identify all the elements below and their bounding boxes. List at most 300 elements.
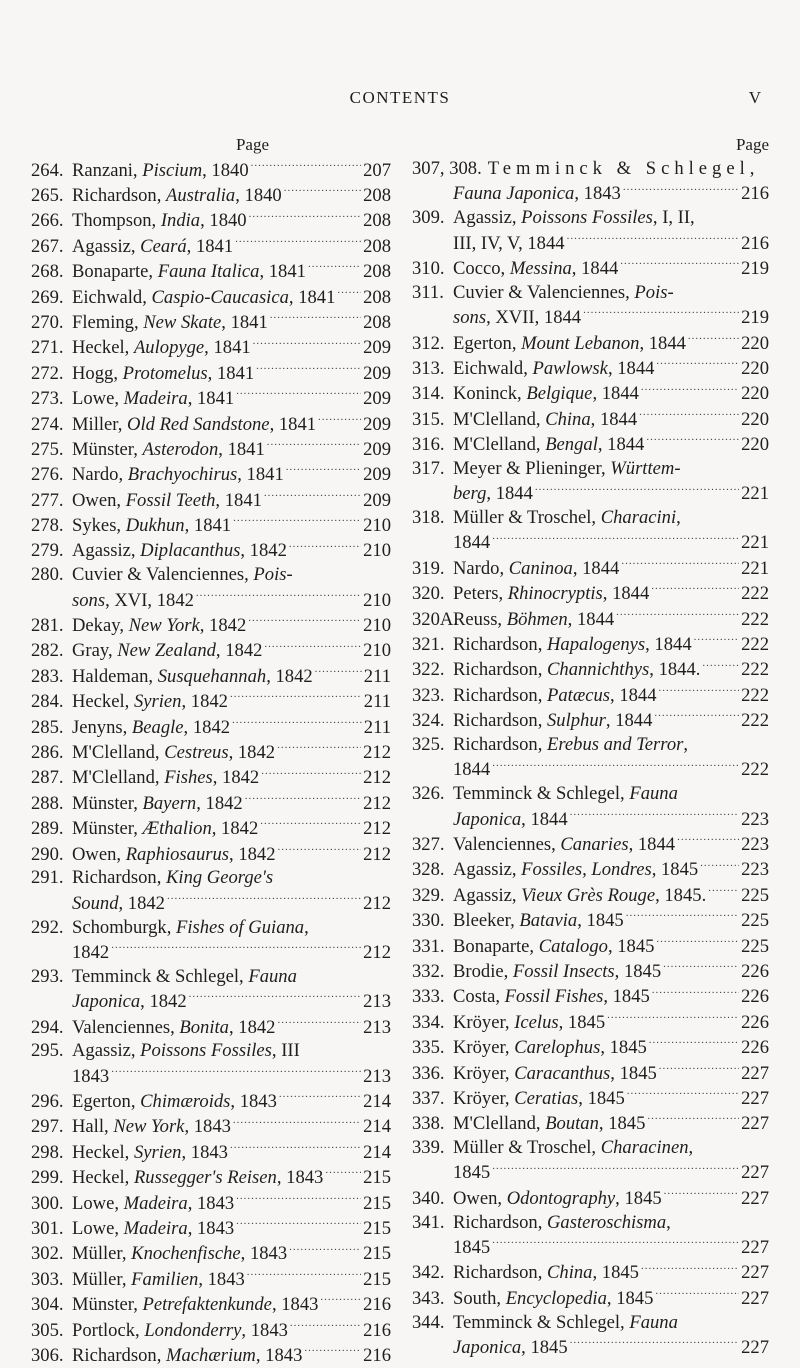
entry-page: 208 bbox=[363, 261, 391, 283]
toc-entry bbox=[412, 206, 769, 255]
entry-text bbox=[72, 1268, 245, 1292]
entry-author: Miller, bbox=[72, 413, 128, 435]
toc-entry bbox=[31, 689, 391, 714]
dot-leader bbox=[290, 1317, 361, 1336]
entry-work-title: Ceratias bbox=[514, 1087, 579, 1109]
entry-page: 226 bbox=[741, 1037, 769, 1059]
entry-year: , 1843 bbox=[187, 1218, 235, 1240]
entry-text bbox=[72, 665, 313, 689]
toc-entry bbox=[412, 1211, 769, 1260]
entry-year: , 1841 bbox=[186, 235, 234, 257]
entry-number: 319. bbox=[412, 557, 445, 579]
dot-leader bbox=[233, 1114, 361, 1133]
entry-year: 1843 bbox=[72, 1065, 110, 1087]
entry-work-title: Bengal bbox=[545, 434, 598, 456]
entry-work-title: Madeira bbox=[123, 1218, 188, 1240]
entry-text bbox=[72, 539, 287, 563]
entry-line bbox=[412, 406, 769, 431]
entry-year: , 1844 bbox=[590, 408, 638, 430]
toc-entry bbox=[31, 182, 391, 207]
entry-year: 1844 bbox=[453, 532, 491, 554]
entry-text-continued bbox=[453, 232, 565, 256]
entry-page: 226 bbox=[741, 960, 769, 982]
entry-author: Valenciennes, bbox=[453, 833, 561, 855]
dot-leader bbox=[607, 1009, 739, 1028]
entry-text bbox=[72, 792, 243, 816]
entry-line bbox=[31, 487, 391, 512]
entry-year: , XVI, 1842 bbox=[105, 589, 194, 611]
entry-year: , 1844 bbox=[521, 808, 568, 830]
dot-leader bbox=[286, 462, 361, 481]
entry-author: Thompson, bbox=[72, 210, 161, 232]
entry-number: 320A. bbox=[412, 608, 458, 630]
entry-line bbox=[31, 1292, 391, 1317]
entry-page: 216 bbox=[741, 232, 769, 254]
dot-leader bbox=[249, 208, 362, 227]
entry-year: , 1841 bbox=[207, 362, 255, 384]
dot-leader bbox=[264, 487, 361, 506]
entry-year: 1845 bbox=[453, 1237, 491, 1259]
entry-text bbox=[72, 1192, 234, 1216]
entry-work-title: Caracanthus bbox=[514, 1062, 611, 1084]
entry-year: , XVII, 1844 bbox=[486, 307, 582, 329]
entry-text bbox=[453, 1187, 662, 1211]
entry-work-title: Encyclopedia bbox=[505, 1287, 607, 1309]
entry-work-title: Bayern bbox=[142, 792, 197, 814]
entry-line bbox=[412, 631, 769, 656]
entry-year: , 1841 bbox=[221, 311, 268, 333]
entry-number: 277. bbox=[31, 489, 64, 511]
dot-leader bbox=[492, 757, 739, 776]
entry-page: 211 bbox=[363, 665, 391, 687]
entry-year: , 1844 bbox=[607, 357, 655, 379]
entry-work-title: Hapalogenys bbox=[547, 634, 646, 656]
dot-leader bbox=[278, 841, 362, 860]
entry-number: 286. bbox=[31, 741, 64, 763]
entry-work-title: Ceará bbox=[140, 235, 187, 257]
entry-year: , 1844 bbox=[605, 710, 653, 732]
entry-number: 337. bbox=[412, 1087, 445, 1109]
entry-year: , 1841 bbox=[269, 413, 317, 435]
entry-line bbox=[31, 663, 391, 688]
entry-work-title: Aulopyge bbox=[133, 337, 205, 359]
entry-page: 208 bbox=[363, 210, 391, 232]
entry-work-title: King George's bbox=[166, 867, 274, 889]
toc-entry bbox=[412, 984, 769, 1009]
entry-number: 280. bbox=[31, 564, 64, 586]
entry-work-title: Old Red Sandstone bbox=[127, 413, 270, 435]
entry-text bbox=[453, 1087, 625, 1111]
entry-text bbox=[453, 833, 675, 857]
toc-entry bbox=[31, 1114, 391, 1139]
entry-work-title: Pois- bbox=[634, 281, 674, 303]
dot-leader bbox=[260, 816, 361, 835]
entry-work-title: Boutan bbox=[545, 1113, 599, 1135]
entry-number: 327. bbox=[412, 833, 445, 855]
entry-year: , 1841 bbox=[187, 388, 235, 410]
entry-line-continued bbox=[412, 230, 769, 255]
entry-page: 226 bbox=[741, 1011, 769, 1033]
entry-line bbox=[412, 1085, 769, 1110]
entry-text bbox=[72, 413, 316, 437]
entry-year: , 1840 bbox=[200, 210, 247, 232]
entry-work-title: New York bbox=[128, 615, 200, 637]
entry-line bbox=[31, 714, 391, 739]
toc-entry bbox=[31, 487, 391, 512]
entry-work-suffix: , III bbox=[271, 1040, 300, 1062]
toc-entry bbox=[31, 739, 391, 764]
entry-page: 227 bbox=[741, 1287, 769, 1309]
dot-leader bbox=[492, 1160, 739, 1179]
entry-work-title: Böhmen bbox=[506, 608, 568, 630]
entry-author: Owen, bbox=[453, 1187, 507, 1209]
entry-work-title: Poissons Fossiles bbox=[140, 1040, 272, 1062]
dot-leader bbox=[570, 1334, 739, 1353]
toc-entry bbox=[31, 612, 391, 637]
entry-line bbox=[31, 790, 391, 815]
entry-line-continued bbox=[412, 757, 769, 782]
entry-year: , 1845 bbox=[615, 1187, 662, 1209]
entry-line bbox=[412, 1060, 769, 1085]
entry-text-continued bbox=[453, 808, 568, 832]
entry-line bbox=[412, 1009, 769, 1034]
toc-entry bbox=[31, 538, 391, 563]
entry-text bbox=[72, 209, 247, 233]
toc-entry bbox=[31, 436, 391, 461]
entry-page: 214 bbox=[363, 1141, 391, 1163]
entry-text bbox=[453, 884, 706, 908]
entry-year: , 1844 bbox=[592, 383, 639, 405]
entry-text bbox=[453, 733, 688, 757]
dot-leader bbox=[261, 765, 361, 784]
entry-line bbox=[412, 606, 769, 631]
entry-page: 216 bbox=[363, 1344, 391, 1366]
entry-line bbox=[412, 708, 769, 733]
entry-number: 270. bbox=[31, 311, 64, 333]
entry-author: Brodie, bbox=[453, 960, 513, 982]
entry-page: 227 bbox=[741, 1237, 769, 1259]
entry-page: 212 bbox=[363, 767, 391, 789]
column-page-label: Page bbox=[735, 135, 769, 154]
dot-leader bbox=[702, 657, 739, 676]
entry-page: 212 bbox=[363, 741, 391, 763]
entry-text bbox=[453, 1287, 653, 1311]
entry-work-title: Piscium bbox=[142, 159, 203, 181]
entry-work-title: Fauna bbox=[248, 965, 297, 987]
entry-line bbox=[31, 1014, 391, 1039]
entry-page: 215 bbox=[363, 1268, 391, 1290]
entry-work-title: Æthalion bbox=[142, 818, 212, 840]
entry-page: 214 bbox=[363, 1116, 391, 1138]
entry-page: 222 bbox=[741, 634, 769, 656]
entry-page: 227 bbox=[741, 1113, 769, 1135]
entry-author: Agassiz, bbox=[72, 540, 141, 562]
toc-entry bbox=[31, 208, 391, 233]
dot-leader bbox=[583, 305, 739, 324]
toc-entry bbox=[412, 882, 769, 907]
dot-leader bbox=[649, 1035, 739, 1054]
toc-entry bbox=[31, 790, 391, 815]
entry-work-title: Knochenfische bbox=[131, 1243, 241, 1265]
entry-page: 227 bbox=[741, 1262, 769, 1284]
entry-author: Richardson, bbox=[453, 634, 547, 656]
entry-line bbox=[31, 1342, 391, 1367]
entry-number: 298. bbox=[31, 1141, 64, 1163]
entry-text bbox=[72, 362, 254, 386]
toc-entry bbox=[412, 1085, 769, 1110]
entry-work-title: Beagle bbox=[131, 716, 184, 738]
entry-text bbox=[453, 658, 700, 682]
entry-author: Richardson, bbox=[453, 684, 547, 706]
entry-author: Kröyer, bbox=[453, 1062, 515, 1084]
entry-text-continued bbox=[72, 990, 187, 1014]
dot-leader bbox=[570, 806, 739, 825]
toc-entry bbox=[412, 1136, 769, 1185]
dot-leader bbox=[325, 1165, 361, 1184]
entry-work-title: Catalogo bbox=[538, 935, 608, 957]
toc-entry bbox=[412, 381, 769, 406]
entry-page: 222 bbox=[741, 583, 769, 605]
entry-author: Agassiz, bbox=[72, 235, 141, 257]
toc-entry bbox=[412, 606, 769, 631]
entry-year: , 1845 bbox=[577, 910, 624, 932]
entry-author: Heckel, bbox=[72, 1167, 134, 1189]
entry-line bbox=[412, 782, 769, 806]
entry-year: , 1843 bbox=[181, 1141, 228, 1163]
entry-year: , 1844 bbox=[602, 583, 650, 605]
toc-entry bbox=[412, 1311, 769, 1360]
entry-work-title: Petrefaktenkunde bbox=[142, 1294, 272, 1316]
toc-entry bbox=[31, 1014, 391, 1039]
entry-page: 215 bbox=[363, 1218, 391, 1240]
entry-number: 322. bbox=[412, 659, 445, 681]
entry-year: , 1842 bbox=[266, 665, 313, 687]
entry-page: 225 bbox=[741, 910, 769, 932]
entry-number: 307, 308. bbox=[412, 158, 482, 179]
entry-page: 209 bbox=[363, 489, 391, 511]
toc-entry bbox=[31, 1039, 391, 1088]
entry-work-title: Erebus and Terror bbox=[547, 734, 684, 756]
entry-author: Agassiz, bbox=[453, 207, 522, 229]
dot-leader bbox=[652, 984, 739, 1003]
dot-leader bbox=[289, 1241, 361, 1260]
toc-entry bbox=[412, 281, 769, 330]
entry-page: 227 bbox=[741, 1187, 769, 1209]
entry-work-title: Diplacanthus bbox=[140, 540, 241, 562]
dot-leader bbox=[567, 230, 740, 249]
entry-text bbox=[453, 935, 654, 959]
dot-leader bbox=[663, 958, 739, 977]
toc-entry bbox=[412, 355, 769, 380]
toc-entry bbox=[412, 782, 769, 831]
dot-leader bbox=[253, 335, 361, 354]
toc-entry bbox=[412, 908, 769, 933]
entry-author: Müller, bbox=[72, 1268, 132, 1290]
entry-line bbox=[412, 555, 769, 580]
entry-author: Gray, bbox=[72, 640, 118, 662]
toc-entry bbox=[412, 555, 769, 580]
entry-line bbox=[412, 882, 769, 907]
entry-line bbox=[412, 281, 769, 305]
entry-author: Temminck & Schlegel, bbox=[453, 1311, 630, 1333]
entry-year: , 1843 bbox=[276, 1167, 324, 1189]
entry-page: 220 bbox=[741, 434, 769, 456]
entry-author: Müller & Troschel, bbox=[453, 507, 601, 529]
dot-leader bbox=[308, 259, 361, 278]
entry-work-title: Caspio-Caucasica bbox=[151, 286, 289, 308]
entry-text bbox=[453, 1261, 639, 1285]
entry-year: , 1844 bbox=[571, 257, 619, 279]
dot-leader bbox=[235, 233, 361, 252]
entry-work-suffix: , bbox=[666, 1211, 671, 1233]
entry-year: , 1843 bbox=[198, 1268, 245, 1290]
dot-leader bbox=[646, 432, 739, 451]
entry-text bbox=[72, 741, 275, 765]
entry-author: Eichwald, bbox=[72, 286, 152, 308]
entry-work-title: Japonica bbox=[453, 1337, 522, 1359]
entry-page: 222 bbox=[741, 710, 769, 732]
entry-number: 328. bbox=[412, 859, 445, 881]
entry-number: 325. bbox=[412, 734, 445, 756]
entry-page: 223 bbox=[741, 808, 769, 830]
dot-leader bbox=[708, 882, 739, 901]
entry-number: 323. bbox=[412, 684, 445, 706]
entry-number: 342. bbox=[412, 1262, 445, 1284]
entry-work-suffix: , I, II, bbox=[652, 207, 695, 229]
toc-entry bbox=[412, 1260, 769, 1285]
entry-year: , 1841 bbox=[259, 261, 306, 283]
toc-entry bbox=[412, 958, 769, 983]
toc-entry bbox=[412, 1111, 769, 1136]
entry-text bbox=[453, 506, 681, 530]
entry-text-continued bbox=[453, 482, 533, 506]
entry-work-title: Susquehannah bbox=[157, 665, 267, 687]
entry-page: 210 bbox=[363, 589, 391, 611]
entry-number: 283. bbox=[31, 665, 64, 687]
entry-work-title: Syrien bbox=[133, 691, 182, 713]
entry-year: III, IV, V, 1844 bbox=[453, 232, 565, 254]
entry-number: 344. bbox=[412, 1311, 445, 1333]
entry-number: 289. bbox=[31, 818, 64, 840]
entry-author: Richardson, bbox=[453, 710, 547, 732]
entry-line bbox=[31, 436, 391, 461]
entry-author: Richardson, bbox=[72, 184, 166, 206]
entry-year: , 1845 bbox=[598, 1113, 646, 1135]
entry-year: , 1845 bbox=[606, 1287, 654, 1309]
entry-work-title: Fauna bbox=[629, 783, 678, 805]
entry-work-title: Bonita bbox=[179, 1016, 229, 1038]
entry-number: 316. bbox=[412, 434, 445, 456]
entry-text bbox=[72, 614, 246, 638]
entry-author: South, bbox=[453, 1287, 506, 1309]
entry-work-title: Gasteroschisma bbox=[547, 1211, 667, 1233]
entry-page: 216 bbox=[363, 1294, 391, 1316]
entry-page: 220 bbox=[741, 383, 769, 405]
page-title: CONTENTS bbox=[349, 88, 451, 107]
entry-author: Münster, bbox=[72, 1294, 143, 1316]
entry-page: 227 bbox=[741, 1337, 769, 1359]
entry-author: Agassiz, bbox=[453, 884, 522, 906]
entry-work-title: berg bbox=[453, 483, 487, 505]
toc-entry bbox=[412, 631, 769, 656]
entry-page: 209 bbox=[363, 413, 391, 435]
toc-entry bbox=[31, 157, 391, 182]
entry-year: , 1843 bbox=[184, 1116, 231, 1138]
entry-work-suffix: , bbox=[688, 1137, 694, 1159]
entry-author: Jenyns, bbox=[72, 716, 132, 738]
entry-work-title: Württem- bbox=[610, 457, 681, 479]
entry-line bbox=[412, 682, 769, 707]
entry-text bbox=[72, 916, 309, 940]
contents-column-right bbox=[412, 133, 769, 1360]
entry-text bbox=[72, 286, 335, 310]
entry-text bbox=[453, 206, 695, 230]
entry-page: 216 bbox=[741, 183, 769, 205]
entry-author: M'Clelland, bbox=[453, 1113, 546, 1135]
entry-author: Cocco, bbox=[453, 257, 510, 279]
toc-entry bbox=[412, 581, 769, 606]
toc-entry bbox=[31, 1165, 391, 1190]
dot-leader bbox=[189, 989, 361, 1008]
entry-work-title: Madeira bbox=[123, 1192, 188, 1214]
entry-line bbox=[31, 765, 391, 790]
entry-line bbox=[31, 1317, 391, 1342]
entry-author: Valenciennes, bbox=[72, 1016, 180, 1038]
entry-author: Cuvier & Valenciennes, bbox=[72, 564, 254, 586]
entry-author: Meyer & Plieninger, bbox=[453, 457, 611, 479]
toc-entry bbox=[412, 1009, 769, 1034]
dot-leader bbox=[279, 1088, 361, 1107]
dot-leader bbox=[654, 708, 739, 727]
entry-page: 215 bbox=[363, 1243, 391, 1265]
entry-author: Bonaparte, bbox=[72, 261, 158, 283]
entry-year: , 1844 bbox=[610, 684, 657, 706]
entry-page: 220 bbox=[741, 357, 769, 379]
entry-number: 318. bbox=[412, 507, 445, 529]
entry-work-title: Characinen bbox=[600, 1137, 689, 1159]
entry-page: 223 bbox=[741, 859, 769, 881]
entry-year: , 1841 bbox=[215, 489, 262, 511]
entry-author: Münster, bbox=[72, 438, 143, 460]
entry-number: 296. bbox=[31, 1091, 64, 1113]
entry-text bbox=[72, 260, 306, 284]
entry-number: 317. bbox=[412, 457, 445, 479]
entry-text bbox=[72, 438, 265, 462]
entry-text bbox=[72, 336, 251, 360]
entry-text bbox=[453, 858, 698, 882]
toc-entry bbox=[412, 831, 769, 856]
entry-work-title: Belgique bbox=[526, 383, 593, 405]
entry-page: 209 bbox=[363, 337, 391, 359]
entry-line bbox=[31, 208, 391, 233]
entry-author: Haldeman, bbox=[72, 665, 158, 687]
dot-leader bbox=[236, 1215, 361, 1234]
entry-year: , 1845 bbox=[603, 986, 650, 1008]
entry-year: , 1842 bbox=[215, 640, 263, 662]
toc-entry bbox=[412, 933, 769, 958]
entry-text bbox=[72, 690, 228, 714]
entry-work-title: Patæcus bbox=[547, 684, 611, 706]
entry-text bbox=[72, 1039, 300, 1063]
entry-work-title: Characini bbox=[600, 507, 677, 529]
entry-page: 213 bbox=[363, 991, 391, 1013]
entry-author: Temminck & Schlegel, bbox=[453, 783, 630, 805]
entry-author: Agassiz, bbox=[453, 859, 522, 881]
toc-entry bbox=[412, 1060, 769, 1085]
entry-work-title: Australia bbox=[166, 184, 236, 206]
dot-leader bbox=[616, 606, 739, 625]
entry-page: 225 bbox=[741, 935, 769, 957]
